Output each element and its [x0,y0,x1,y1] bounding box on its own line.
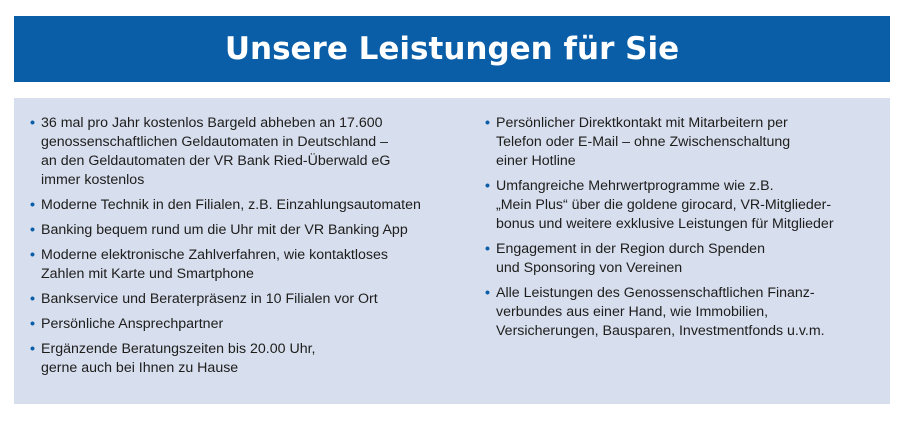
list-item-text: Persönlicher Direktkontakt mit Mitarbeitern per Telefon oder E-Mail – ohne Zwischenschaltung einer Hotline [496,115,791,169]
list-item-text: Bankservice und Beraterpräsenz in 10 Filialen vor Ort [41,291,378,307]
list-item-text: 36 mal pro Jahr kostenlos Bargeld abheben an 17.600 genossenschaftlichen Geldautomaten in Deutschland – an den Geldautomaten der VR Bank Ried-Überwald eG immer kostenlos [41,115,391,188]
list-item [485,240,885,278]
list-item-text: Persönliche Ansprechpartner [41,316,224,332]
bullet-icon: • [485,115,490,131]
bullet-icon: • [30,316,35,332]
bullet-icon: • [485,241,490,257]
list-item [30,290,460,309]
bullet-icon: • [30,222,35,238]
bullet-icon: • [30,291,35,307]
list-item [30,340,460,378]
bullet-icon: • [30,197,35,213]
bullet-icon: • [485,285,490,301]
list-item-text: Alle Leistungen des Genossenschaftlichen Finanz- verbundes aus einer Hand, wie Immobilien, Versicherungen, Bausparen, Investmentfonds u.v.m. [496,285,825,339]
page-title: Unsere Leistungen für Sie [224,31,680,67]
list-item [30,196,460,215]
list-item-text: Moderne elektronische Zahlverfahren, wie kontaktloses Zahlen mit Karte und Smartphone [41,247,388,282]
left-column [30,114,460,384]
list-item-text: Moderne Technik in den Filialen, z.B. Einzahlungsautomaten [41,197,421,213]
list-item [30,221,460,240]
list-item [485,177,885,234]
list-item-text: Umfangreiche Mehrwertprogramme wie z.B. „Mein Plus“ über die goldene girocard, VR-Mitglieder- bonus und weitere exklusive Leistungen für Mitglieder [496,178,834,232]
bullet-icon: • [485,178,490,194]
list-item-text: Ergänzende Beratungszeiten bis 20.00 Uhr, gerne auch bei Ihnen zu Hause [41,341,316,376]
list-item [30,315,460,334]
list-item [30,114,460,190]
right-column [485,114,885,347]
list-item [485,114,885,171]
bullet-icon: • [30,115,35,131]
services-panel [14,98,890,404]
list-item [485,284,885,341]
bullet-icon: • [30,247,35,263]
list-item [30,246,460,284]
list-item-text: Banking bequem rund um die Uhr mit der VR Banking App [41,222,408,238]
bullet-icon: • [30,341,35,357]
list-item-text: Engagement in der Region durch Spenden und Sponsoring von Vereinen [496,241,765,276]
title-banner [14,16,890,82]
